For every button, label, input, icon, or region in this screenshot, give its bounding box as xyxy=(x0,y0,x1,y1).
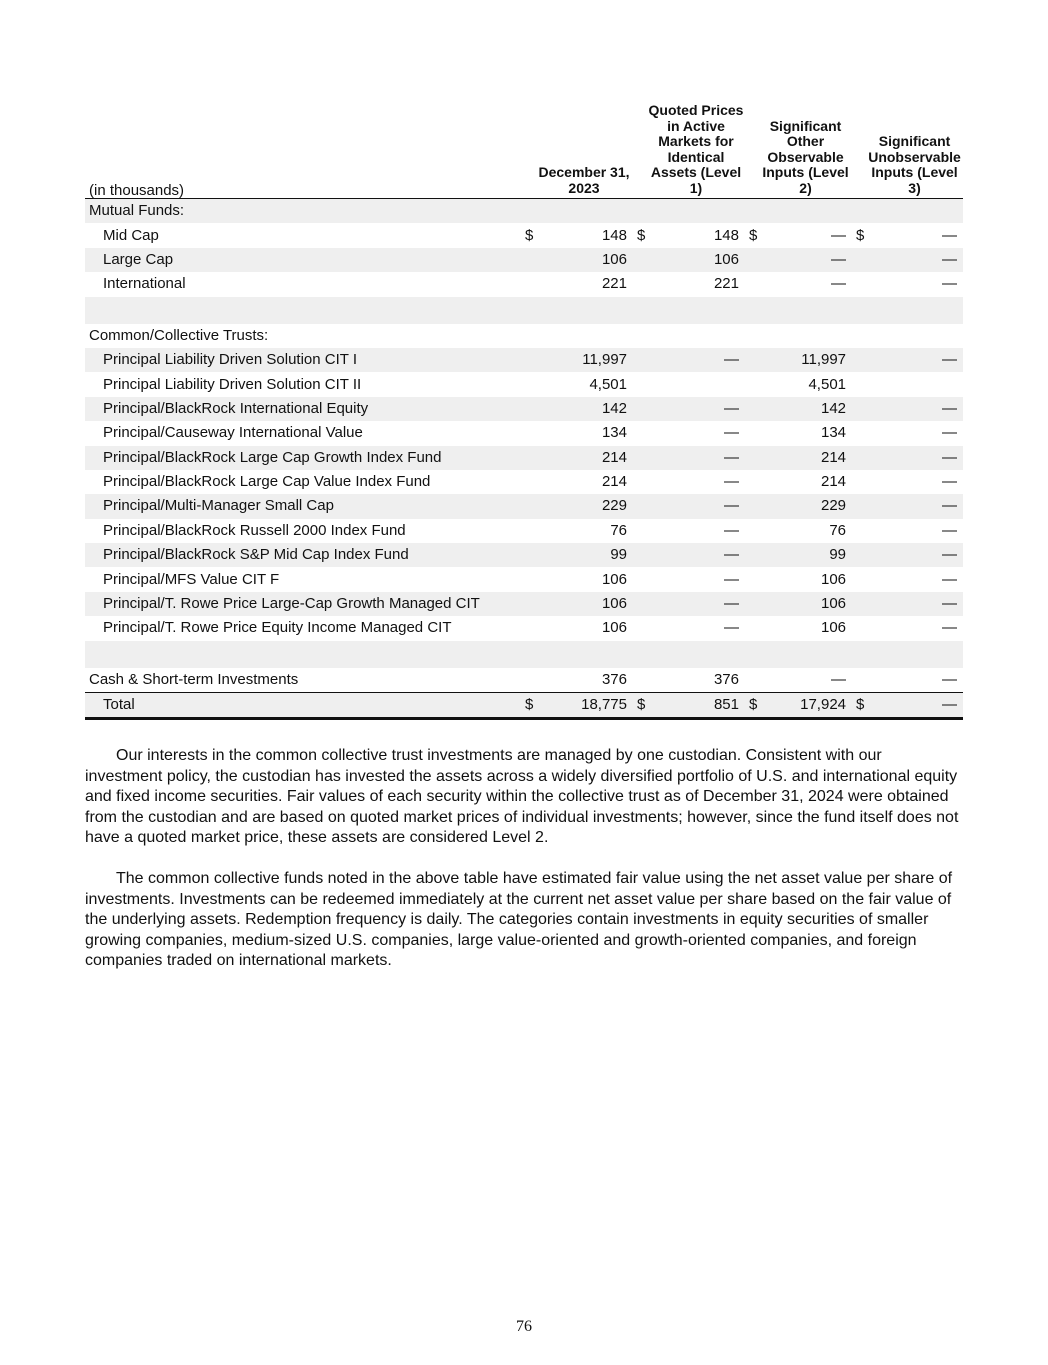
section-common-collective-trusts xyxy=(85,324,963,348)
spacer-row xyxy=(85,297,963,324)
value-col-3: — xyxy=(765,248,852,272)
value-col-4: — xyxy=(942,275,958,293)
header-level-3: Significant Unobservable Inputs (Level 3) xyxy=(868,133,961,196)
table-row xyxy=(85,494,963,518)
value-col-1: 229 xyxy=(541,494,633,518)
value-col-1: 221 xyxy=(601,275,627,293)
dollar-sign: $ xyxy=(633,693,653,719)
dollar-sign xyxy=(852,592,872,616)
header-level-2: Significant Other Observable Inputs (Level 2) xyxy=(762,117,849,196)
dollar-sign xyxy=(633,519,653,543)
table-row xyxy=(85,397,963,421)
value-col-1: 134 xyxy=(601,424,627,442)
value-col-2: — xyxy=(653,494,745,518)
dollar-sign xyxy=(633,592,653,616)
value-col-3: 106 xyxy=(820,570,847,588)
table-row xyxy=(85,519,963,543)
dollar-sign xyxy=(521,519,541,543)
dollar-sign xyxy=(633,397,653,421)
dollar-sign: $ xyxy=(637,226,646,244)
value-col-3: 214 xyxy=(820,473,847,491)
dollar-sign xyxy=(852,494,872,518)
dollar-sign xyxy=(852,348,872,372)
row-label: Total xyxy=(85,693,521,719)
value-col-2: — xyxy=(724,473,739,491)
paragraph-nav: The common collective funds noted in the above table have estimated fair value using the net asset value per share of investments. Investments can be redeemed immediately at the current net asset value per share based on the fair value of the underlying assets. Redemption frequency is daily. The categories contain investments in equity securities of smaller growing companies, medium-sized U.S. companies, large value-oriented and growth-oriented companies, and foreign companies traded on international markets. xyxy=(85,870,953,970)
value-col-4: — xyxy=(942,521,958,539)
dollar-sign xyxy=(852,543,872,567)
dollar-sign xyxy=(745,397,765,421)
value-col-2: — xyxy=(724,570,739,588)
dollar-sign xyxy=(633,372,653,396)
dollar-sign xyxy=(852,272,872,296)
section-mutual-funds xyxy=(85,199,963,224)
table-header-row xyxy=(85,103,963,199)
value-col-2: 106 xyxy=(653,248,745,272)
value-col-2: — xyxy=(653,446,745,470)
dollar-sign xyxy=(745,519,765,543)
dollar-sign xyxy=(521,446,541,470)
value-col-3: 99 xyxy=(765,543,852,567)
table-row xyxy=(85,348,963,372)
row-label: Principal/BlackRock S&P Mid Cap Index Fund xyxy=(85,543,521,567)
value-col-1: 148 xyxy=(601,226,627,244)
value-col-3: — xyxy=(831,670,847,688)
value-col-4: — xyxy=(872,693,963,719)
value-col-2: — xyxy=(724,619,739,637)
table-row xyxy=(85,446,963,470)
value-col-4: — xyxy=(872,348,963,372)
section-label: Common/Collective Trusts: xyxy=(89,326,269,344)
dollar-sign xyxy=(745,494,765,518)
table-row xyxy=(85,421,963,445)
row-label: Principal/Multi-Manager Small Cap xyxy=(85,494,521,518)
dollar-sign xyxy=(633,567,653,591)
dollar-sign xyxy=(745,446,765,470)
dollar-sign xyxy=(852,446,872,470)
value-col-2: — xyxy=(724,424,739,442)
table-row xyxy=(85,543,963,567)
dollar-sign xyxy=(745,272,765,296)
dollar-sign xyxy=(852,616,872,640)
value-col-3: 11,997 xyxy=(765,348,852,372)
value-col-4: — xyxy=(872,592,963,616)
value-col-3: 4,501 xyxy=(808,375,847,393)
value-col-1: 11,997 xyxy=(541,348,633,372)
value-col-3: 229 xyxy=(765,494,852,518)
dollar-sign xyxy=(633,543,653,567)
value-col-2: — xyxy=(653,592,745,616)
value-col-4: — xyxy=(942,570,958,588)
dollar-sign: $ xyxy=(856,226,865,244)
row-label: Principal/BlackRock Large Cap Growth Index Fund xyxy=(85,446,521,470)
value-col-3: 106 xyxy=(765,592,852,616)
dollar-sign xyxy=(852,470,872,494)
dollar-sign xyxy=(633,421,653,445)
row-label: Principal/BlackRock International Equity xyxy=(85,397,521,421)
dollar-sign xyxy=(633,272,653,296)
dollar-sign xyxy=(633,470,653,494)
row-label: Mid Cap xyxy=(103,226,159,244)
row-label: Principal/T. Rowe Price Equity Income Managed CIT xyxy=(103,619,452,637)
fair-value-table xyxy=(85,103,963,720)
value-col-1: 76 xyxy=(610,521,627,539)
row-label: Principal/BlackRock Russell 2000 Index Fund xyxy=(103,521,406,539)
value-col-4: — xyxy=(942,619,958,637)
value-col-4: — xyxy=(942,473,958,491)
value-col-1: 376 xyxy=(601,670,627,688)
row-label: Principal/T. Rowe Price Large-Cap Growth Managed CIT xyxy=(85,592,521,616)
row-label: Principal Liability Driven Solution CIT I xyxy=(85,348,521,372)
row-label: Principal/Causeway International Value xyxy=(103,424,363,442)
dollar-sign xyxy=(521,348,541,372)
value-col-4: — xyxy=(872,397,963,421)
dollar-sign: $ xyxy=(749,226,758,244)
cash-row xyxy=(85,668,963,693)
dollar-sign xyxy=(521,616,541,640)
value-col-1: 214 xyxy=(541,446,633,470)
row-label: Large Cap xyxy=(85,248,521,272)
dollar-sign xyxy=(633,668,653,693)
dollar-sign xyxy=(852,397,872,421)
dollar-sign xyxy=(521,421,541,445)
dollar-sign: $ xyxy=(852,693,872,719)
header-level-1: Quoted Prices in Active Markets for Identical Assets (Level 1) xyxy=(648,102,744,196)
dollar-sign xyxy=(521,668,541,693)
value-col-2: 148 xyxy=(713,226,739,244)
dollar-sign xyxy=(521,543,541,567)
value-col-4: — xyxy=(942,226,958,244)
table-row xyxy=(85,248,963,272)
value-col-1: 106 xyxy=(541,592,633,616)
value-col-1: 99 xyxy=(541,543,633,567)
table-row xyxy=(85,567,963,591)
value-col-4: — xyxy=(872,543,963,567)
table-row xyxy=(85,592,963,616)
dollar-sign xyxy=(745,470,765,494)
dollar-sign xyxy=(745,616,765,640)
dollar-sign xyxy=(521,248,541,272)
value-col-2: — xyxy=(653,397,745,421)
dollar-sign xyxy=(633,446,653,470)
dollar-sign xyxy=(852,421,872,445)
spacer-row xyxy=(85,641,963,668)
dollar-sign xyxy=(633,616,653,640)
dollar-sign xyxy=(745,592,765,616)
dollar-sign xyxy=(852,519,872,543)
dollar-sign xyxy=(521,397,541,421)
dollar-sign: $ xyxy=(521,693,541,719)
header-december-31-2023: December 31, 2023 xyxy=(538,164,630,196)
dollar-sign xyxy=(521,470,541,494)
table-row xyxy=(85,616,963,640)
value-col-1: 214 xyxy=(601,473,627,491)
value-col-1: 106 xyxy=(541,248,633,272)
dollar-sign xyxy=(745,348,765,372)
spacer-cell xyxy=(85,297,963,324)
dollar-sign xyxy=(521,567,541,591)
value-col-3: — xyxy=(831,226,847,244)
dollar-sign: $ xyxy=(745,693,765,719)
row-label: Principal/MFS Value CIT F xyxy=(103,570,280,588)
row-label: Cash & Short-term Investments xyxy=(89,670,299,688)
table-row xyxy=(85,470,963,494)
value-col-3: 76 xyxy=(829,521,847,539)
value-col-2 xyxy=(653,372,745,396)
row-label: Principal/BlackRock Large Cap Value Index Fund xyxy=(103,473,431,491)
spacer-cell xyxy=(85,641,963,668)
dollar-sign xyxy=(521,272,541,296)
value-col-3: 214 xyxy=(765,446,852,470)
value-col-4: — xyxy=(872,446,963,470)
value-col-1: 4,501 xyxy=(589,375,627,393)
value-col-2: — xyxy=(653,543,745,567)
dollar-sign xyxy=(521,592,541,616)
value-col-2: 376 xyxy=(713,670,739,688)
document-page xyxy=(85,103,963,972)
value-col-2: — xyxy=(724,521,739,539)
table-row xyxy=(85,223,963,247)
value-col-4: — xyxy=(942,424,958,442)
value-col-1: 106 xyxy=(601,619,627,637)
value-col-1: 18,775 xyxy=(541,693,633,719)
value-col-3: 17,924 xyxy=(765,693,852,719)
dollar-sign xyxy=(745,248,765,272)
value-col-3: — xyxy=(831,275,847,293)
table-row xyxy=(85,272,963,296)
dollar-sign xyxy=(745,372,765,396)
value-col-2: 221 xyxy=(713,275,739,293)
dollar-sign xyxy=(852,248,872,272)
dollar-sign xyxy=(745,543,765,567)
row-label: Principal Liability Driven Solution CIT II xyxy=(103,375,362,393)
value-col-2: 851 xyxy=(653,693,745,719)
dollar-sign xyxy=(852,668,872,693)
value-col-4: — xyxy=(872,248,963,272)
page-number: 76 xyxy=(516,1318,532,1335)
value-col-3: 106 xyxy=(820,619,847,637)
row-label: International xyxy=(103,275,186,293)
dollar-sign xyxy=(633,494,653,518)
value-col-1: 142 xyxy=(541,397,633,421)
dollar-sign: $ xyxy=(525,226,534,244)
dollar-sign xyxy=(745,567,765,591)
dollar-sign xyxy=(633,348,653,372)
value-col-4: — xyxy=(942,670,958,688)
dollar-sign xyxy=(745,668,765,693)
value-col-4: — xyxy=(872,494,963,518)
dollar-sign xyxy=(521,494,541,518)
value-col-1: 106 xyxy=(601,570,627,588)
table-row xyxy=(85,372,963,396)
total-row xyxy=(85,693,963,719)
value-col-2: — xyxy=(653,348,745,372)
dollar-sign xyxy=(852,567,872,591)
value-col-3: 134 xyxy=(820,424,847,442)
units-label: (in thousands) xyxy=(89,181,185,199)
dollar-sign xyxy=(633,248,653,272)
dollar-sign xyxy=(745,421,765,445)
dollar-sign xyxy=(521,372,541,396)
dollar-sign xyxy=(852,372,872,396)
value-col-4 xyxy=(872,372,963,396)
section-label: Mutual Funds: xyxy=(85,199,963,224)
value-col-3: 142 xyxy=(765,397,852,421)
paragraph-custodian: Our interests in the common collective trust investments are managed by one custodian. Consistent with our investment policy, the custodian has invested the assets across a widely diversified portfolio of U.S. and international equity and fixed income securities. Fair values of each security within the collective trust as of December 31, 2024 were obtained from the custodian and are based on quoted market prices of individual investments; however, since the fund itself does not have a quoted market price, these assets are considered Level 2. xyxy=(85,747,959,847)
